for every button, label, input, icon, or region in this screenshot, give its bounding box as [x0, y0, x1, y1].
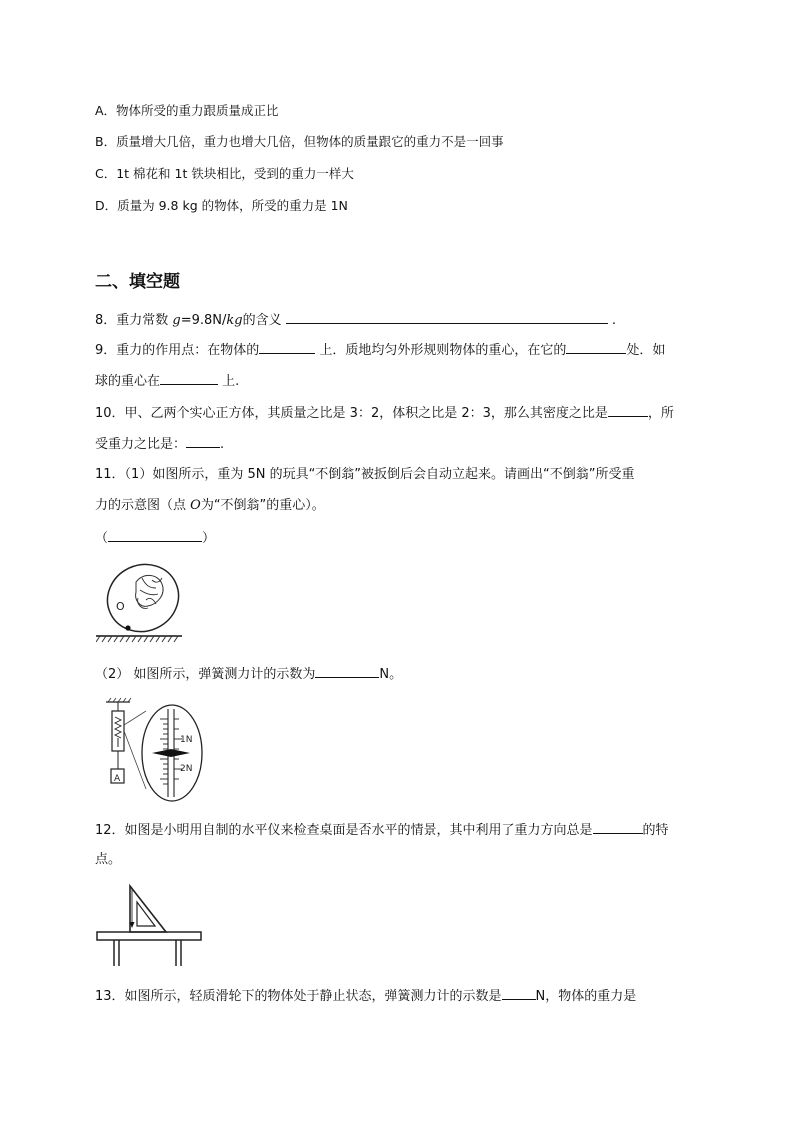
question-11-line-2: [95, 496, 325, 516]
scale-label-2n: 2N: [180, 764, 193, 774]
q11-paren-right: ）: [202, 531, 216, 546]
q9-text-a: 9．重力的作用点：在物体的: [95, 343, 260, 358]
q8-g-symbol: g: [172, 313, 181, 328]
option-c: C．1t 棉花和 1t 铁块相比，受到的重力一样大: [95, 166, 354, 181]
q11-paren-left: （: [95, 531, 109, 546]
q12-text-a: 12．如图是小明用自制的水平仪来检查桌面是否水平的情景，其中利用了重力方向总是: [95, 823, 593, 838]
q13-text-a: 13．如图所示，轻质滑轮下的物体处于静止状态，弹簧测力计的示数是: [95, 989, 502, 1004]
q11-o-symbol: O: [190, 498, 201, 513]
q9-text-e: 上.: [218, 374, 240, 389]
question-11-line-1: 11．（1）如图所示，重为 5N 的玩具“不倒翁”被扳倒后会自动立起来。请画出“不倒翁”所受重: [95, 467, 635, 482]
question-8: [95, 309, 616, 331]
spring-scale-figure: [102, 697, 214, 809]
question-12-line-1: [95, 819, 669, 841]
triangle-ruler: [130, 886, 166, 932]
q8-kg-unit: kg: [226, 313, 243, 328]
question-11-answer-line: [95, 527, 215, 549]
q11-text-b: 为“不倒翁”的重心）。: [200, 498, 325, 513]
q10-text-a: 10．甲、乙两个实心正方体，其质量之比是 3：2，体积之比是 2：3，那么其密度之比是: [95, 406, 608, 421]
question-10-line-1: [95, 402, 674, 424]
weight-block-label: A: [114, 774, 121, 784]
tumbler-o-label: O: [116, 600, 125, 613]
q8-post: 的含义: [242, 313, 286, 328]
q11-answer-blank[interactable]: [108, 527, 202, 542]
q12-blank[interactable]: [593, 819, 643, 834]
center-of-gravity-dot: [125, 625, 130, 630]
q9-text-b: 上．质地均匀外形规则物体的重心，在它的: [315, 343, 567, 358]
q13-blank-1[interactable]: [502, 985, 536, 1000]
q10-blank-1[interactable]: [608, 402, 648, 417]
question-10-line-2: [95, 433, 224, 455]
scale-pointer: [152, 749, 190, 757]
option-d: D．质量为 9.8 kg 的物体，所受的重力是 1N: [95, 198, 348, 213]
q10-text-b: ，所: [647, 406, 674, 421]
q13-text-b: N，物体的重力是: [535, 989, 637, 1004]
q8-end: .: [607, 313, 617, 328]
option-a: A．物体所受的重力跟质量成正比: [95, 103, 279, 118]
q8-prefix: 8．重力常数: [95, 313, 173, 328]
question-9-line-2: [95, 370, 239, 392]
table-top: [97, 932, 201, 940]
q10-text-d: .: [220, 437, 225, 452]
level-on-table-figure: [94, 882, 204, 968]
q8-answer-blank[interactable]: [286, 309, 608, 324]
question-13-line-1: [95, 985, 636, 1007]
q9-text-d: 球的重心在: [95, 374, 161, 389]
tumbler-toy-figure: [96, 560, 186, 648]
q11-text-a: 力的示意图（点: [95, 498, 191, 513]
q12-text-b: 的特: [642, 823, 669, 838]
q11p2-blank[interactable]: [315, 663, 379, 678]
question-12-line-2: 点。: [95, 852, 122, 867]
q10-blank-2[interactable]: [186, 433, 220, 448]
q11p2-text-a: （2） 如图所示，弹簧测力计的示数为: [95, 667, 316, 682]
q11p2-text-b: N。: [379, 667, 403, 682]
option-b: B．质量增大几倍，重力也增大几倍，但物体的质量跟它的重力不是一回事: [95, 134, 504, 149]
q10-text-c: 受重力之比是：: [95, 437, 187, 452]
q9-blank-1[interactable]: [259, 339, 315, 354]
section-title: 二、填空题: [95, 272, 180, 292]
question-11-part-2: [95, 663, 402, 685]
question-9-line-1: [95, 339, 665, 361]
q9-text-c: 处．如: [626, 343, 666, 358]
q8-equation: =9.8N/: [180, 313, 227, 328]
q9-blank-2[interactable]: [566, 339, 626, 354]
q9-blank-3[interactable]: [160, 370, 218, 385]
scale-label-1n: 1N: [180, 735, 193, 745]
